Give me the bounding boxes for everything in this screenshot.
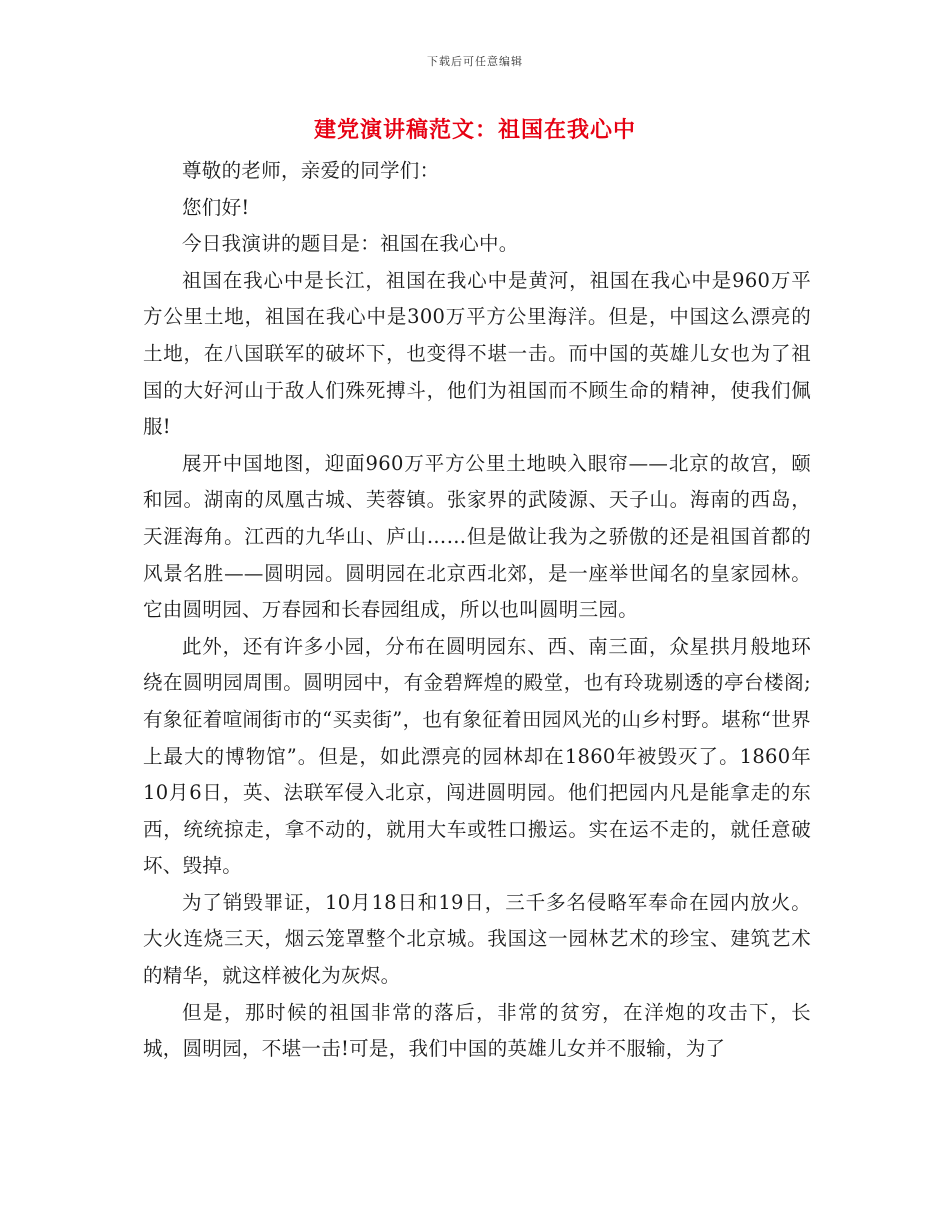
body-paragraph: 为了销毁罪证，10月18日和19日，三千多名侵略军奉命在园内放火。大火连烧三天，烟云笼罩整个北京城。我国这一园林艺术的珍宝、建筑艺术的精华，就这样被化为灰烬。 [143, 890, 811, 988]
body-paragraph: 祖国在我心中是长江，祖国在我心中是黄河，祖国在我心中是960万平方公里土地，祖国在我心中是300万平方公里海洋。但是，中国这么漂亮的土地，在八国联军的破坏下，也变得不堪一击。而中国的英雄儿女也为了祖国的大好河山于敌人们殊死搏斗，他们为祖国而不顾生命的精神，使我们佩服! [143, 268, 811, 439]
header-note: 下载后可任意编辑 [427, 55, 523, 68]
greeting: 您们好! [182, 195, 250, 219]
document-title: 建党演讲稿范文：祖国在我心中 [313, 117, 636, 143]
salutation: 尊敬的老师，亲爱的同学们： [182, 159, 440, 182]
body-paragraph: 今日我演讲的题目是：祖国在我心中。 [182, 232, 519, 256]
document-body [143, 153, 811, 1068]
body-paragraph: 此外，还有许多小园，分布在圆明园东、西、南三面，众星拱月般地环绕在圆明园周围。圆明园中，有金碧辉煌的殿堂，也有玲珑剔透的亭台楼阁;有象征着喧闹街市的“买卖街”，也有象征着田园风光的山乡村野。堪称“世界上最大的博物馆”。但是，如此漂亮的园林却在1860年被毁灭了。1860年10月6日，英、法联军侵入北京，闯进圆明园。他们把园内凡是能拿走的东西，统统掠走，拿不动的，就用大车或牲口搬运。实在运不走的，就任意破坏、毁掉。 [143, 634, 811, 878]
body-paragraph: 但是，那时候的祖国非常的落后，非常的贫穷，在洋炮的攻击下，长城，圆明园，不堪一击!可是，我们中国的英雄儿女并不服输，为了 [143, 1000, 811, 1061]
body-paragraph: 展开中国地图，迎面960万平方公里土地映入眼帘——北京的故宫，颐和园。湖南的凤凰古城、芙蓉镇。张家界的武陵源、天子山。海南的西岛，天涯海角。江西的九华山、庐山……但是做让我为之骄傲的还是祖国首都的风景名胜——圆明园。圆明园在北京西北郊，是一座举世闻名的皇家园林。它由圆明园、万春园和长春园组成，所以也叫圆明三园。 [143, 451, 811, 622]
